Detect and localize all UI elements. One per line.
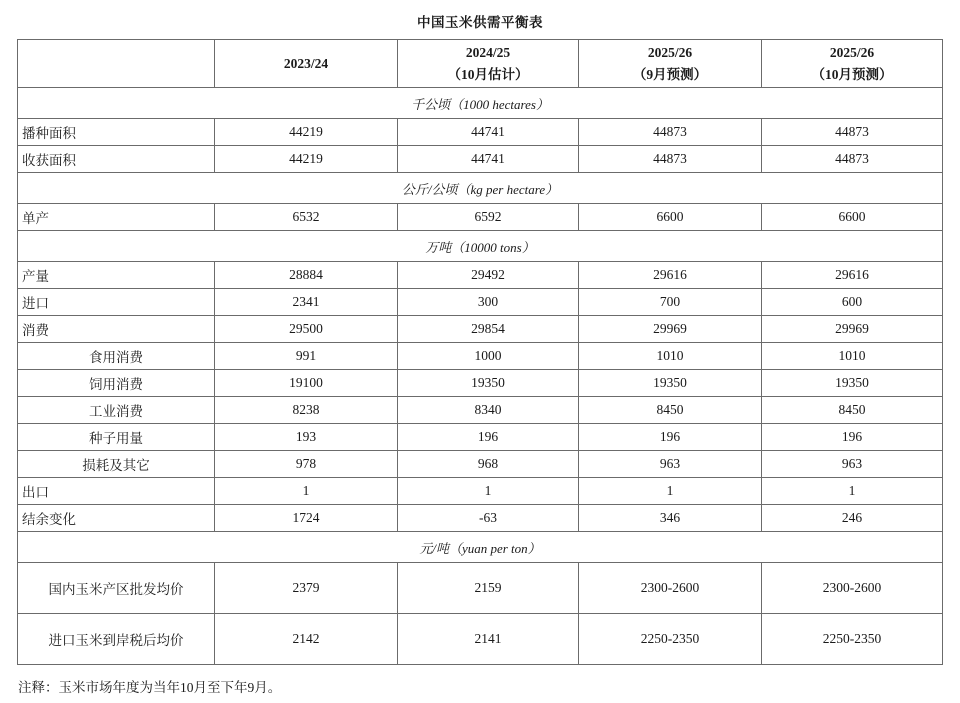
row-label: 工业消费 bbox=[18, 397, 215, 424]
header-row bbox=[18, 40, 943, 88]
table-row bbox=[18, 451, 943, 478]
value-cell: 6600 bbox=[762, 204, 943, 231]
value-cell: 2300-2600 bbox=[579, 563, 762, 614]
table-row bbox=[18, 262, 943, 289]
value-cell: 2379 bbox=[215, 563, 398, 614]
value-cell: 968 bbox=[398, 451, 579, 478]
value-cell: 246 bbox=[762, 505, 943, 532]
unit-section-row bbox=[18, 88, 943, 119]
value-cell: 2159 bbox=[398, 563, 579, 614]
value-cell: 19350 bbox=[398, 370, 579, 397]
table-row bbox=[18, 614, 943, 665]
value-cell: 29969 bbox=[579, 316, 762, 343]
value-cell: 2141 bbox=[398, 614, 579, 665]
row-label: 饲用消费 bbox=[18, 370, 215, 397]
value-cell: 2250-2350 bbox=[579, 614, 762, 665]
row-label: 进口 bbox=[18, 289, 215, 316]
value-cell: 29492 bbox=[398, 262, 579, 289]
column-header-2025-26-oct bbox=[762, 40, 943, 88]
unit-section-label: 万吨（10000 tons） bbox=[18, 231, 943, 262]
row-label: 消费 bbox=[18, 316, 215, 343]
table-row bbox=[18, 204, 943, 231]
column-header-sublabel: （10月估计） bbox=[447, 66, 529, 82]
value-cell: 1 bbox=[579, 478, 762, 505]
value-cell: 29854 bbox=[398, 316, 579, 343]
column-header-label: 2025/26 bbox=[829, 44, 875, 60]
row-label: 进口玉米到岸税后均价 bbox=[18, 614, 215, 665]
value-cell: 991 bbox=[215, 343, 398, 370]
row-label: 播种面积 bbox=[18, 119, 215, 146]
value-cell: 346 bbox=[579, 505, 762, 532]
row-label: 产量 bbox=[18, 262, 215, 289]
value-cell: 44873 bbox=[762, 119, 943, 146]
value-cell: 1 bbox=[762, 478, 943, 505]
row-label: 单产 bbox=[18, 204, 215, 231]
unit-section-label: 千公顷（1000 hectares） bbox=[18, 88, 943, 119]
row-label: 结余变化 bbox=[18, 505, 215, 532]
value-cell: 963 bbox=[579, 451, 762, 478]
table-body bbox=[18, 88, 943, 665]
table-row bbox=[18, 343, 943, 370]
value-cell: 1 bbox=[398, 478, 579, 505]
value-cell: 28884 bbox=[215, 262, 398, 289]
footnote: 注释：玉米市场年度为当年10月至下年9月。 bbox=[18, 680, 282, 695]
value-cell: 1010 bbox=[579, 343, 762, 370]
value-cell: 8450 bbox=[762, 397, 943, 424]
value-cell: 44741 bbox=[398, 146, 579, 173]
table-row bbox=[18, 478, 943, 505]
value-cell: 19350 bbox=[579, 370, 762, 397]
table-row bbox=[18, 289, 943, 316]
row-label: 收获面积 bbox=[18, 146, 215, 173]
value-cell: 44873 bbox=[579, 119, 762, 146]
table-row bbox=[18, 505, 943, 532]
value-cell: 600 bbox=[762, 289, 943, 316]
column-header-sublabel: （10月预测） bbox=[811, 66, 893, 82]
value-cell: 6600 bbox=[579, 204, 762, 231]
table-row bbox=[18, 119, 943, 146]
value-cell: 8340 bbox=[398, 397, 579, 424]
value-cell: 196 bbox=[762, 424, 943, 451]
table-row bbox=[18, 316, 943, 343]
page-title: 中国玉米供需平衡表 bbox=[417, 15, 543, 30]
value-cell: 6532 bbox=[215, 204, 398, 231]
column-header-label: 2025/26 bbox=[647, 44, 693, 60]
value-cell: 29969 bbox=[762, 316, 943, 343]
column-header-sublabel: （9月预测） bbox=[632, 66, 708, 82]
row-label: 损耗及其它 bbox=[18, 451, 215, 478]
value-cell: 2341 bbox=[215, 289, 398, 316]
value-cell: 196 bbox=[398, 424, 579, 451]
table-row bbox=[18, 563, 943, 614]
unit-section-label: 元/吨（yuan per ton） bbox=[18, 532, 943, 563]
value-cell: 44873 bbox=[579, 146, 762, 173]
table-row bbox=[18, 397, 943, 424]
value-cell: 29616 bbox=[579, 262, 762, 289]
value-cell: 8450 bbox=[579, 397, 762, 424]
value-cell: 44741 bbox=[398, 119, 579, 146]
value-cell: 193 bbox=[215, 424, 398, 451]
value-cell: 963 bbox=[762, 451, 943, 478]
value-cell: 2250-2350 bbox=[762, 614, 943, 665]
column-header-2025-26-sep bbox=[579, 40, 762, 88]
value-cell: 19350 bbox=[762, 370, 943, 397]
value-cell: 1010 bbox=[762, 343, 943, 370]
table-row bbox=[18, 424, 943, 451]
value-cell: -63 bbox=[398, 505, 579, 532]
value-cell: 1 bbox=[215, 478, 398, 505]
value-cell: 29500 bbox=[215, 316, 398, 343]
row-label: 出口 bbox=[18, 478, 215, 505]
value-cell: 8238 bbox=[215, 397, 398, 424]
value-cell: 6592 bbox=[398, 204, 579, 231]
value-cell: 978 bbox=[215, 451, 398, 478]
row-label: 国内玉米产区批发均价 bbox=[18, 563, 215, 614]
unit-section-row bbox=[18, 231, 943, 262]
table-row bbox=[18, 370, 943, 397]
column-header-label: 2023/24 bbox=[283, 55, 329, 71]
supply-demand-table bbox=[17, 39, 943, 665]
value-cell: 196 bbox=[579, 424, 762, 451]
value-cell: 1724 bbox=[215, 505, 398, 532]
value-cell: 44219 bbox=[215, 146, 398, 173]
value-cell: 1000 bbox=[398, 343, 579, 370]
value-cell: 700 bbox=[579, 289, 762, 316]
value-cell: 44219 bbox=[215, 119, 398, 146]
unit-section-label: 公斤/公顷（kg per hectare） bbox=[18, 173, 943, 204]
unit-section-row bbox=[18, 532, 943, 563]
column-header-2024-25 bbox=[398, 40, 579, 88]
column-header-corner bbox=[18, 40, 215, 88]
row-label: 种子用量 bbox=[18, 424, 215, 451]
value-cell: 19100 bbox=[215, 370, 398, 397]
column-header-2023-24 bbox=[215, 40, 398, 88]
value-cell: 2300-2600 bbox=[762, 563, 943, 614]
value-cell: 44873 bbox=[762, 146, 943, 173]
column-header-label: 2024/25 bbox=[465, 44, 511, 60]
value-cell: 2142 bbox=[215, 614, 398, 665]
row-label: 食用消费 bbox=[18, 343, 215, 370]
value-cell: 29616 bbox=[762, 262, 943, 289]
value-cell: 300 bbox=[398, 289, 579, 316]
table-row bbox=[18, 146, 943, 173]
unit-section-row bbox=[18, 173, 943, 204]
